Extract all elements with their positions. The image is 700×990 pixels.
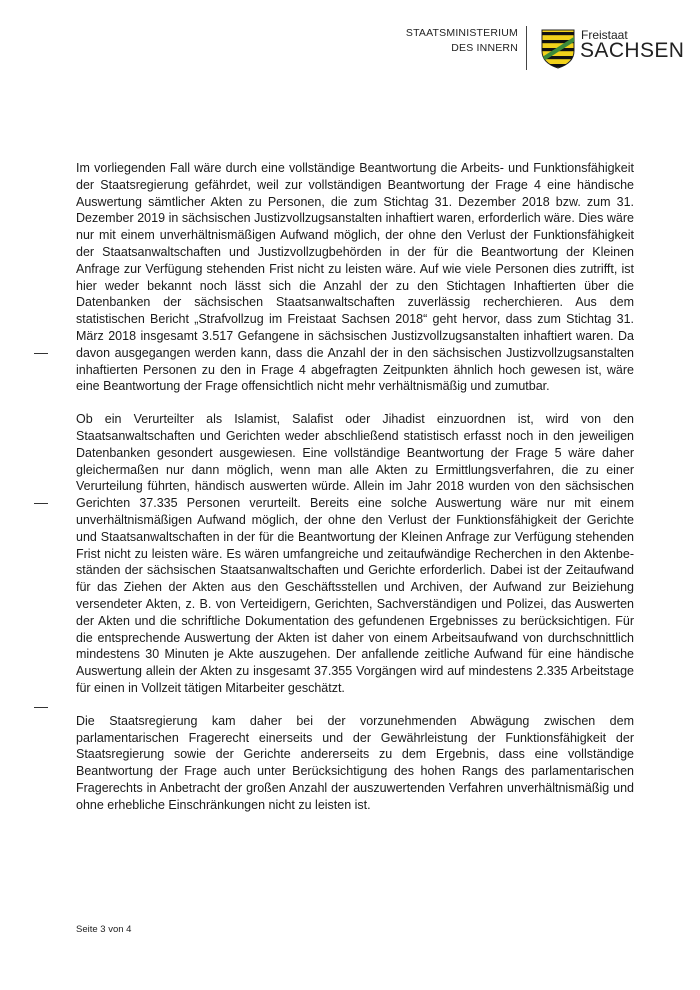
- ministry-name-line2: DES INNERN: [451, 42, 518, 54]
- ministry-name: [406, 26, 518, 56]
- state-name: SACHSEN: [580, 39, 685, 62]
- fold-mark: [34, 353, 48, 354]
- letter-body: [76, 160, 634, 829]
- punch-mark: [34, 503, 48, 504]
- fold-mark: [34, 707, 48, 708]
- paragraph: Ob ein Verurteilter als Islamist, Salafist oder Jihadist einzuordnen ist, wird von den Staatsanwaltschaften und Gerichten weder abschließend statistisch erfasst noch in den jeweiligen Datenbanken gesondert ausgewiesen. Eine vollständige Beantwortung der Frage 5 wäre daher gleichermaßen nur dann möglich, wenn man alle Akten zu Ermittlungsverfahren, die zu einer Verurteilung führten, händisch auswerten würde. Allein im Jahr 2018 wurden von den sächsischen Gerichten 37.335 Personen verurteilt. Bereits eine solche Auswertung wäre nur mit einem unverhältnismäßigen Aufwand möglich, der ohne den Verlust der Funktionsfähigkeit der Gerichte und Staatsanwaltschaften in der für die Beantwortung der Kleinen Anfrage zur Verfügung stehenden Frist nicht zu leisten wäre. Es wären umfangreiche und zeitaufwändige Recherchen in den Aktenbeständen der sächsischen Staatsanwaltschaften und Gerichte erforderlich. Dabei ist der Zeitaufwand für das Ziehen der Akten aus den Geschäftsstellen und Archiven, der Aufwand zur Beiziehung versendeter Akten, z. B. von Verteidigern, Gerichten, Sachverständigen und Polizei, das Auswerten der Akten und die schriftliche Dokumentation des gefundenen Ergebnisses zu berücksichtigen. Für die entsprechende Auswertung der Akten ist daher von einem Arbeitsaufwand von durchschnittlich mindestens 30 Minuten je Akte auszugehen. Der anfallende zeitliche Aufwand für eine händische Auswertung allein der Akten zu insgesamt 37.355 Vorgängen wird auf mindestens 2.335 Arbeitstage für einen in Vollzeit tätigen Mitarbeiter geschätzt.: [76, 412, 634, 695]
- coat-of-arms-icon: [541, 29, 575, 69]
- header-divider: [526, 26, 527, 70]
- paragraph: Im vorliegenden Fall wäre durch eine vollständige Beantwortung die Arbeits- und Funktionsfähigkeit der Staatsregierung gefährdet, weil zur vollständigen Beantwortung der Frage 4 eine händische Auswertung sämtlicher Akten zu Personen, die zum Stichtag 31. Dezember 2018 bzw. zum 31. Dezember 2019 in sächsischen Justizvollzugsanstalten inhaftiert waren, erforderlich wäre. Dies wäre nur mit einem unverhältnismäßigen Aufwand möglich, der ohne den Verlust der Funktionsfähigkeit der Staatsanwaltschaften und Justizvollzugbehörden in der für die Beantwortung der Kleinen Anfrage zur Verfügung stehenden Frist nicht zu leisten wäre. Auf wie viele Personen dies zutrifft, ist hier weder bekannt noch lässt sich die Anzahl der zu den Stichtagen Inhaftierten über die Datenbanken der sächsischen Staatsanwaltschaften zuverlässig recherchieren. Aus dem statistischen Bericht „Strafvollzug im Freistaat Sachsen 2018“ geht hervor, dass zum Stichtag 31. März 2018 insgesamt 3.517 Gefangene in sächsischen Justizvollzugsanstalten inhaftiert waren. Da davon ausgegangen werden kann, dass die Anzahl der in den sächsischen Justizvollzugsanstalten inhaftierten Personen zu den in Frage 4 abgefragten Zeitpunkten ähnlich hoch gewesen ist, wäre eine Beantwortung der Frage offensichtlich nicht mehr verhältnismäßig und zumutbar.: [76, 161, 634, 394]
- state-label: Freistaat: [581, 28, 628, 42]
- paragraph: Die Staatsregierung kam daher bei der vorzunehmenden Abwägung zwischen dem parlamentarischen Fragerecht einerseits und der Gewährleistung der Funktionsfähigkeit der Staatsregierung sowie der Gerichte andererseits zu dem Ergebnis, dass eine vollständige Beantwortung der Frage auch unter Berücksichtigung des hohen Rangs des parlamentarischen Fragerechts in Anbetracht der großen Anzahl der auszuwertenden Verfahren unverhältnismäßig und ohne erhebliche Einschränkungen nicht zu leisten ist.: [76, 713, 634, 812]
- page-number: Seite 3 von 4: [76, 924, 132, 935]
- ministry-name-line1: STAATSMINISTERIUM: [405, 27, 518, 39]
